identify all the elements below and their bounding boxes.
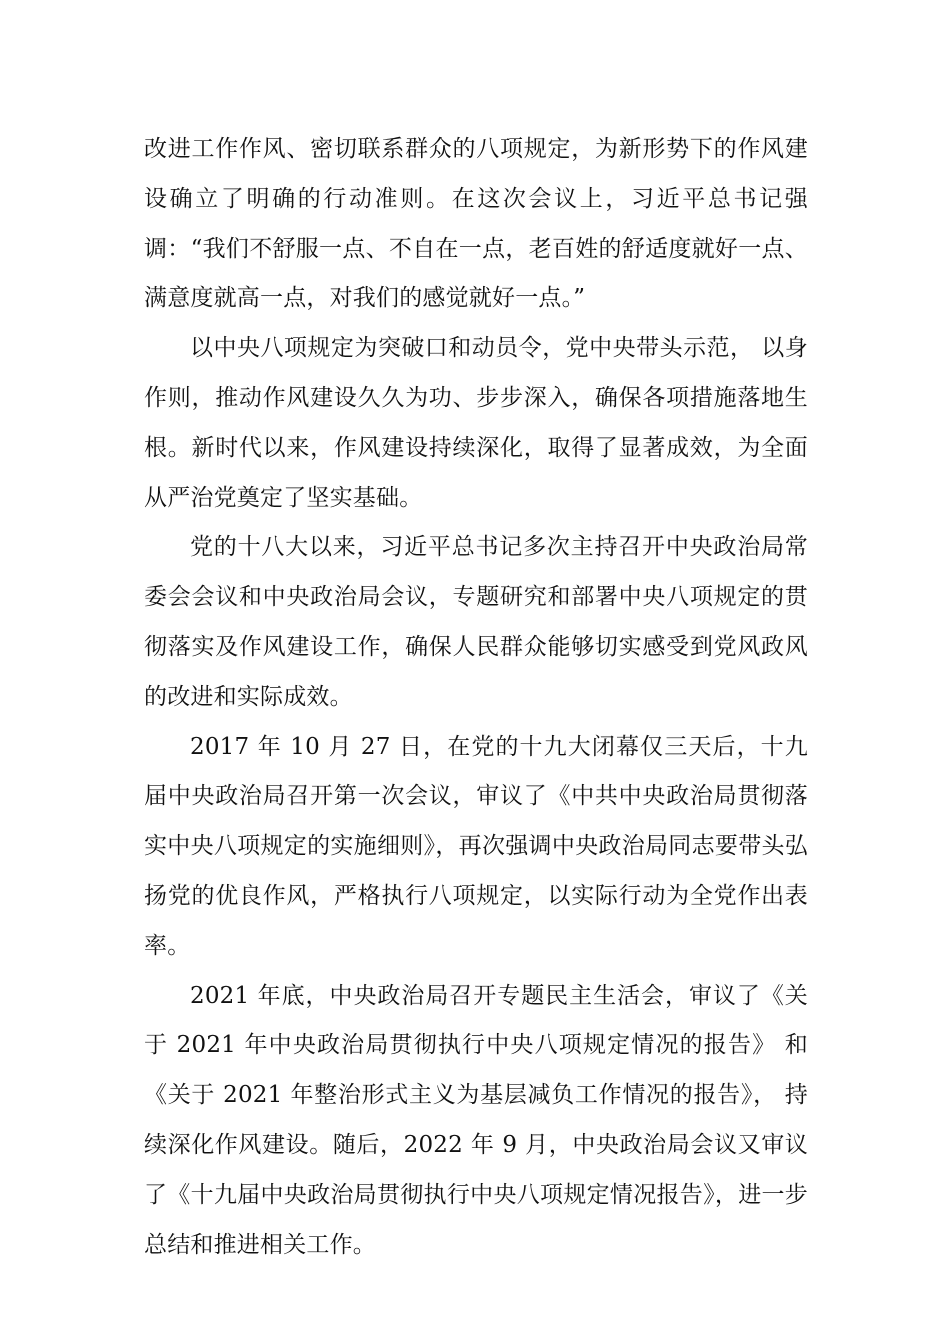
- paragraph: 2021 年底，中央政治局召开专题民主生活会，审议了《关于 2021 年中央政治局贯彻执行中央八项规定情况的报告》 和《关于 2021 年整治形式主义为基层减负工作情况的报告》， 持续深化作风建设。随后，2022 年 9 月，中央政治局会议又审议了《十九届中央政治局贯彻执行中央八项规定情况报告》，进一步总结和推进相关工作。: [144, 982, 808, 1258]
- paragraph: 以中央八项规定为突破口和动员令，党中央带头示范， 以身作则，推动作风建设久久为功、步步深入，确保各项措施落地生根。新时代以来，作风建设持续深化，取得了显著成效，为全面从严治党奠定了坚实基础。: [144, 335, 808, 511]
- document-body: [144, 125, 808, 1270]
- paragraph-continuation: 改进工作作风、密切联系群众的八项规定，为新形势下的作风建设确立了明确的行动准则。在这次会议上，习近平总书记强调：“我们不舒服一点、不自在一点，老百姓的舒适度就好一点、满意度就高一点，对我们的感觉就好一点。”: [144, 136, 808, 312]
- paragraph: 党的十八大以来，习近平总书记多次主持召开中央政治局常委会会议和中央政治局会议，专题研究和部署中央八项规定的贯彻落实及作风建设工作，确保人民群众能够切实感受到党风政风的改进和实际成效。: [144, 534, 808, 710]
- paragraph: 2017 年 10 月 27 日，在党的十九大闭幕仅三天后，十九届中央政治局召开第一次会议，审议了《中共中央政治局贯彻落实中央八项规定的实施细则》，再次强调中央政治局同志要带头弘扬党的优良作风，严格执行八项规定，以实际行动为全党作出表率。: [144, 733, 808, 959]
